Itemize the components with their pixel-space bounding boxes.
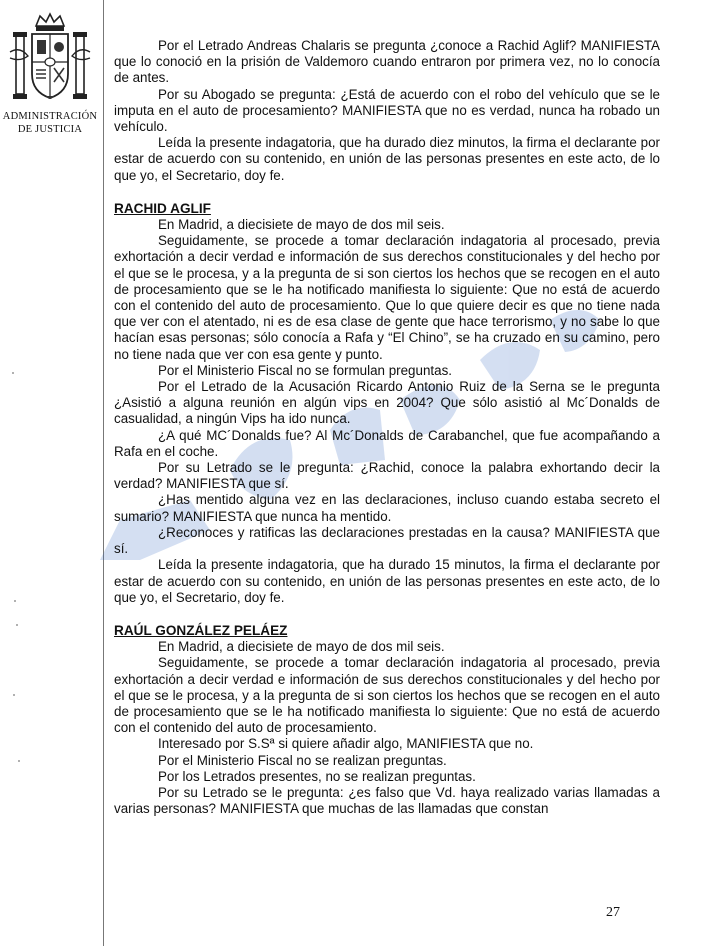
paragraph: Seguidamente, se procede a tomar declaración indagatoria al procesado, previa exhortación a decir verdad e información de sus derechos constitucionales y del hecho por el que se le procesa, y a la pregunta de si son ciertos los hechos que se recogen en el auto de procesamiento que se le ha notificado manifiesta lo siguiente: Que no está de acuerdo con el contenido del auto de procesamiento. bbox=[114, 655, 660, 736]
paragraph: Por su Abogado se pregunta: ¿Está de acuerdo con el robo del vehículo que se le imputa en el auto de procesamiento? MANIFIESTA que no es verdad, nunca ha robado un vehículo. bbox=[114, 86, 660, 135]
paragraph: En Madrid, a diecisiete de mayo de dos mil seis. bbox=[158, 217, 445, 233]
paragraph: Seguidamente, se procede a tomar declaración indagatoria al procesado, previa exhortación a decir verdad e información de sus derechos constitucionales y del hecho por el que se le procesa, y a la pregunta de si son ciertos los hechos que se recogen en el auto de procesamiento que se le ha notificado manifiesta lo siguiente: Que no está de acuerdo con el contenido del auto de procesamiento. Que lo que quiere decir es que no tiene nada que ver con el atentado, ni es de esa clase de gente que hace terrorismo, y no sabe lo que hacían esas personas; sólo conocía a Rafa y “El Chino”, se ha cruzado en su camino, pero no tiene nada que ver con esa gente y punto. bbox=[114, 233, 660, 362]
paragraph: En Madrid, a diecisiete de mayo de dos mil seis. bbox=[158, 639, 445, 655]
paragraph: Por el Letrado Andreas Chalaris se pregunta ¿conoce a Rachid Aglif? MANIFIESTA que lo conoció en la prisión de Valdemoro cuando entraron por primera vez, no lo conocía de antes. bbox=[114, 38, 660, 86]
section-heading-raul-gonzalez-pelaez: RAÚL GONZÁLEZ PELÁEZ bbox=[114, 622, 288, 638]
institution-line1: ADMINISTRACIÓN bbox=[2, 111, 98, 122]
spanish-coat-of-arms-icon bbox=[6, 12, 94, 108]
paragraph: Por el Letrado de la Acusación Ricardo Antonio Ruiz de la Serna se le pregunta ¿Asistió a alguna reunión en algún vips en 2004? Que sólo asistió al Mc´Donalds de casualidad, a ningún Vips ha ido nunca. bbox=[114, 379, 660, 427]
page-number: 27 bbox=[606, 905, 620, 920]
margin-rule bbox=[103, 0, 104, 946]
paragraph: Leída la presente indagatoria, que ha durado 15 minutos, la firma el declarante por estar de acuerdo con su contenido, en unión de las personas presentes en este acto, de lo que yo, el Secretario, doy fe. bbox=[114, 557, 660, 605]
paragraph: Por su Letrado se le pregunta: ¿es falso que Vd. haya realizado varias llamadas a varias personas? MANIFIESTA que muchas de las llamadas que constan bbox=[114, 784, 660, 817]
paragraph: Por su Letrado se le pregunta: ¿Rachid, conoce la palabra exhortando decir la verdad? MANIFIESTA que sí. bbox=[114, 460, 660, 492]
paragraph: Leída la presente indagatoria, que ha durado diez minutos, la firma el declarante por estar de acuerdo con su contenido, en unión de las personas presentes en este acto, de lo que yo, el Secretario, doy fe. bbox=[114, 135, 660, 183]
institution-line2: DE JUSTICIA bbox=[17, 124, 83, 135]
institution-label bbox=[0, 110, 100, 136]
paragraph: ¿Reconoces y ratificas las declaraciones prestadas en la causa? MANIFIESTA que sí. bbox=[114, 524, 660, 557]
paragraph: Por los Letrados presentes, no se realizan preguntas. bbox=[158, 768, 476, 784]
document-body bbox=[114, 38, 660, 817]
paragraph: Por el Ministerio Fiscal no se realizan preguntas. bbox=[158, 752, 447, 768]
paragraph: Interesado por S.Sª si quiere añadir algo, MANIFIESTA que no. bbox=[158, 736, 534, 752]
paragraph: ¿Has mentido alguna vez en las declaraciones, incluso cuando estaba secreto el sumario? MANIFIESTA que nunca ha mentido. bbox=[114, 492, 660, 524]
paragraph: Por el Ministerio Fiscal no se formulan preguntas. bbox=[158, 362, 452, 378]
paragraph: ¿A qué MC´Donalds fue? Al Mc´Donalds de Carabanchel, que fue acompañando a Rafa en el coche. bbox=[114, 427, 660, 459]
section-heading-rachid-aglif: RACHID AGLIF bbox=[114, 200, 211, 216]
